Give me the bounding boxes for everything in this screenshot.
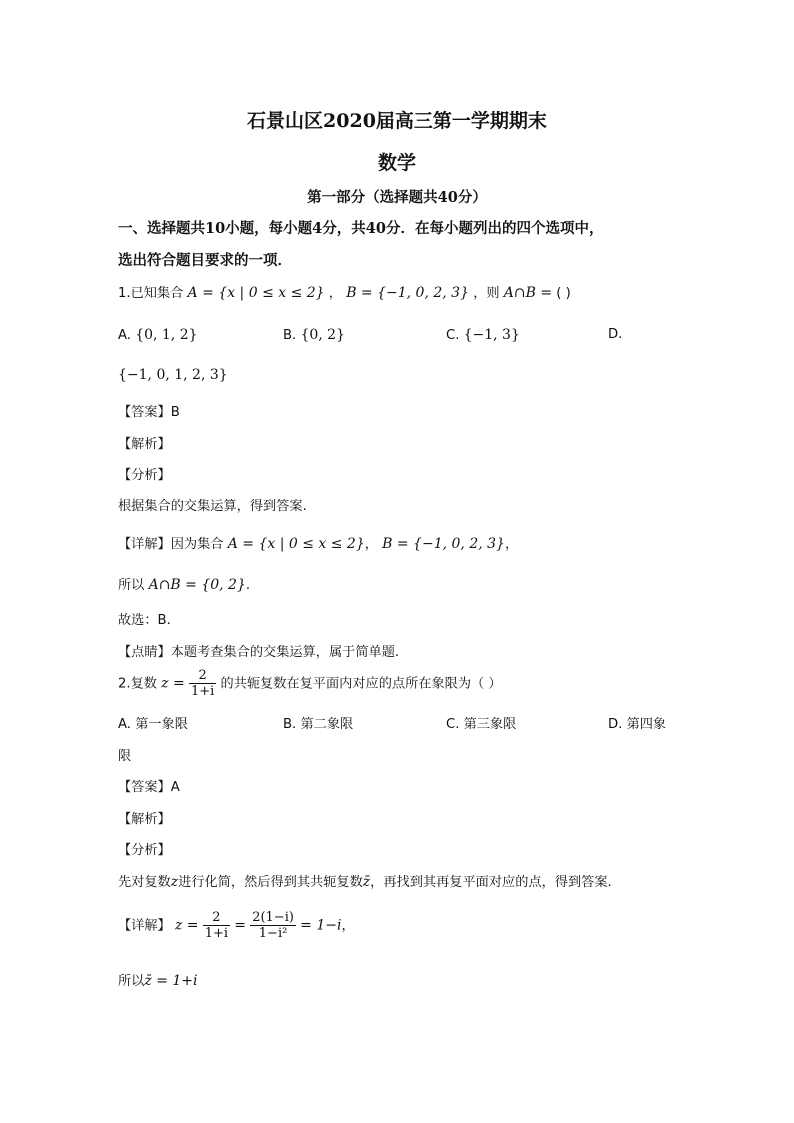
q2-so — [118, 972, 198, 991]
answer-paren: ( ) — [556, 286, 571, 301]
option-value: 第三象限 — [463, 717, 517, 732]
option-value: 第二象限 — [300, 717, 354, 732]
q1-option-b — [283, 326, 345, 345]
fenxi-part: 先对复数 — [118, 875, 171, 890]
question-1 — [118, 284, 571, 303]
fraction — [250, 910, 296, 941]
detail-tag: 【详解】 — [118, 918, 171, 934]
comma: ， — [328, 286, 342, 301]
q2-analysis-tag: 【解析】 — [118, 812, 171, 827]
option-label: A. — [118, 328, 131, 343]
q2-option-b — [283, 716, 353, 734]
so-expr: A∩B = {0, 2} — [148, 577, 246, 593]
q1-detail — [118, 535, 518, 554]
q1-option-c — [446, 326, 520, 345]
instructions-line-2: 选出符合题目要求的一项． — [118, 252, 292, 269]
q2-fenxi-tag: 【分析】 — [118, 843, 171, 858]
option-label: A. — [118, 717, 131, 732]
detail-set-b: B = {−1, 0, 2, 3} — [382, 536, 505, 552]
question-2 — [118, 668, 502, 699]
q2-option-d — [608, 716, 666, 734]
detail-prefix: 因为集合 — [170, 537, 224, 552]
option-label: B. — [283, 328, 297, 343]
fraction — [189, 668, 216, 699]
question-1-prefix: 1.已知集合 — [118, 286, 184, 301]
q2-option-a — [118, 716, 188, 734]
so-expr: z̄ = 1+i — [144, 973, 198, 989]
option-label: C. — [446, 328, 460, 343]
instructions-line-1: 一、选择题共10小题，每小题4分，共40分．在每小题列出的四个选项中， — [118, 220, 604, 237]
fraction-den: 1−i² — [250, 925, 296, 941]
option-value: {0, 1, 2} — [135, 327, 198, 343]
answer-tag: 【答案】 — [118, 405, 171, 420]
comment-tag: 【点睛】 — [118, 645, 171, 660]
z-bar-symbol: z̄ — [362, 874, 371, 890]
comma: ， — [341, 918, 355, 934]
q1-analysis-tag: 【解析】 — [118, 437, 171, 452]
so-prefix: 所以 — [118, 974, 145, 989]
comment-text: 本题考查集合的交集运算，属于简单题. — [170, 645, 400, 660]
fraction-den: 1+i — [190, 684, 215, 699]
fraction-den: 1+i — [204, 926, 229, 941]
fraction — [203, 910, 230, 941]
q2-option-c — [446, 716, 516, 734]
fraction-num: 2 — [212, 910, 221, 925]
q1-so — [118, 576, 250, 595]
question-2-suffix: 的共轭复数在复平面内对应的点所在象限为（ ） — [220, 676, 502, 692]
q2-answer — [118, 779, 180, 797]
q1-comment — [118, 644, 399, 662]
q2-fenxi — [118, 873, 612, 892]
option-label: B. — [283, 717, 297, 732]
z-symbol: z = — [161, 675, 185, 692]
q1-choose: 故选：B. — [118, 613, 171, 628]
option-label: C. — [446, 717, 460, 732]
part-heading: 第一部分（选择题共40分） — [307, 189, 487, 206]
q1-option-d-label: D. — [608, 327, 623, 342]
fenxi-part: ，再找到其再复平面对应的点，得到答案. — [370, 875, 612, 890]
q2-detail — [118, 910, 355, 941]
option-value: 第四象 — [626, 717, 667, 732]
so-prefix: 所以 — [118, 578, 145, 593]
detail-set-a: A = {x | 0 ≤ x ≤ 2} — [227, 536, 365, 552]
q1-fenxi-text: 根据集合的交集运算，得到答案. — [118, 499, 307, 514]
detail-tag: 【详解】 — [118, 537, 171, 552]
set-a: A = {x | 0 ≤ x ≤ 2} — [187, 285, 325, 301]
option-value: {0, 2} — [300, 327, 345, 343]
option-label: D. — [608, 717, 623, 732]
intersection-expr: A∩B = — [503, 285, 553, 301]
answer-tag: 【答案】 — [118, 780, 171, 795]
page-title: 石景山区2020届高三第一学期期末 — [247, 110, 547, 132]
option-value: 第一象限 — [135, 717, 188, 732]
z-symbol: z — [170, 874, 179, 890]
z-symbol: z = — [174, 917, 199, 934]
equals: = — [234, 917, 246, 934]
fraction-num: 2 — [198, 668, 207, 683]
result: = 1−i — [300, 917, 342, 934]
q1-option-d-value: {−1, 0, 1, 2, 3} — [118, 367, 228, 383]
question-2-prefix: 2.复数 — [118, 676, 157, 692]
q1-answer — [118, 404, 180, 422]
q1-option-a — [118, 326, 198, 345]
answer-value: A — [170, 780, 180, 795]
fenxi-part: 进行化简，然后得到其共轭复数 — [178, 875, 363, 890]
period: . — [245, 578, 251, 593]
fraction-num: 2(1−i) — [252, 910, 294, 925]
comma: ， — [504, 537, 519, 552]
then-text: ，则 — [473, 286, 500, 301]
q2-option-d-wrap: 限 — [118, 749, 132, 764]
answer-value: B — [170, 405, 180, 420]
set-b: B = {−1, 0, 2, 3} — [346, 285, 469, 301]
option-value: {−1, 3} — [463, 327, 520, 343]
comma: ， — [364, 537, 378, 552]
subject-title: 数学 — [377, 152, 416, 174]
q1-fenxi-tag: 【分析】 — [118, 468, 171, 483]
